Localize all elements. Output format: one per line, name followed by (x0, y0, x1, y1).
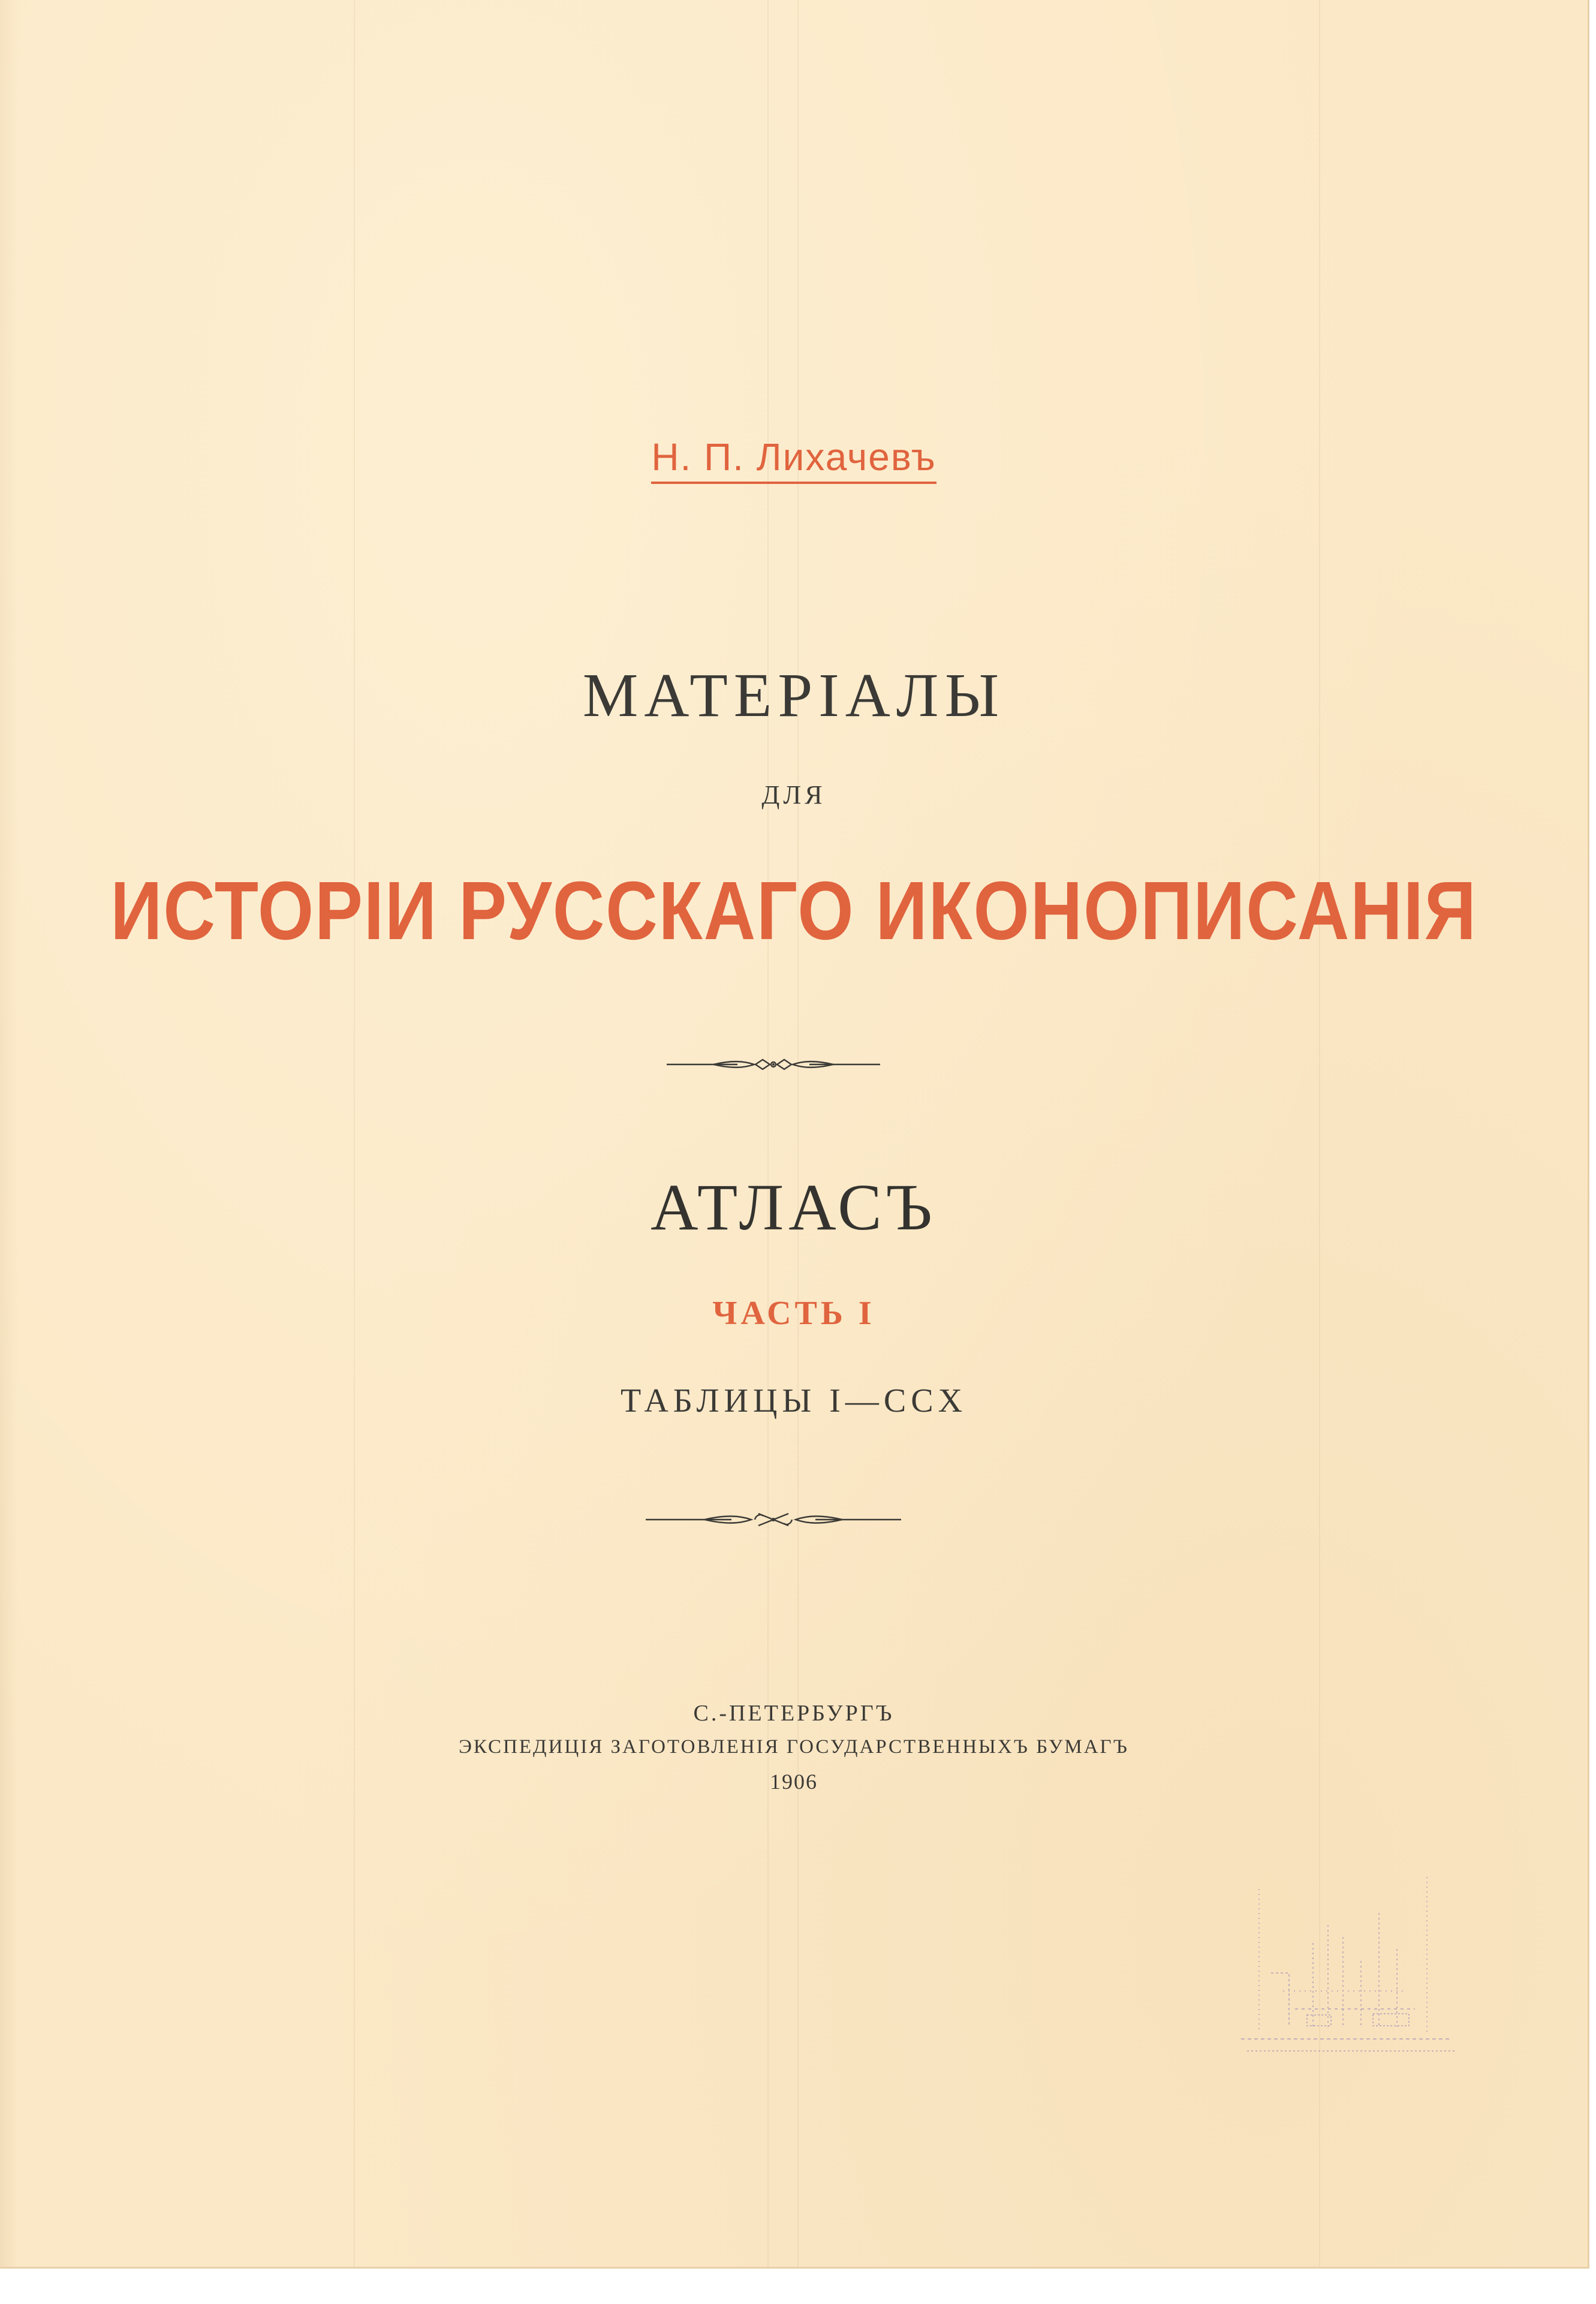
author-text: Н. П. Лихачевъ (651, 435, 936, 484)
flourish-divider-icon (645, 1506, 902, 1533)
tables-range: ТАБЛИЦЫ I—CCX (620, 1382, 968, 1419)
imprint-city: С.-ПЕТЕРБУРГЪ (693, 1701, 895, 1726)
title-main: МАТЕРIАЛЫ (582, 661, 1005, 730)
imprint-year: 1906 (770, 1770, 818, 1794)
atlas-heading: АТЛАСЪ (651, 1171, 937, 1244)
paper-crease (354, 0, 355, 2267)
title-subject: ИСТОРIИ РУССКАГО ИКОНОПИСАНIЯ (110, 865, 1477, 957)
author-name (0, 435, 1588, 484)
flourish-divider-icon (665, 1052, 881, 1076)
imprint-publisher: ЭКСПЕДИЦIЯ ЗАГОТОВЛЕНIЯ ГОСУДАРСТВЕННЫХЪ БУМАГЪ (459, 1736, 1129, 1758)
library-stamp-icon (1223, 1853, 1463, 2069)
paper-crease (797, 0, 799, 2267)
part-number: ЧАСТЬ I (712, 1295, 875, 1332)
paper-crease (767, 0, 769, 2267)
title-connector: ДЛЯ (761, 780, 826, 810)
